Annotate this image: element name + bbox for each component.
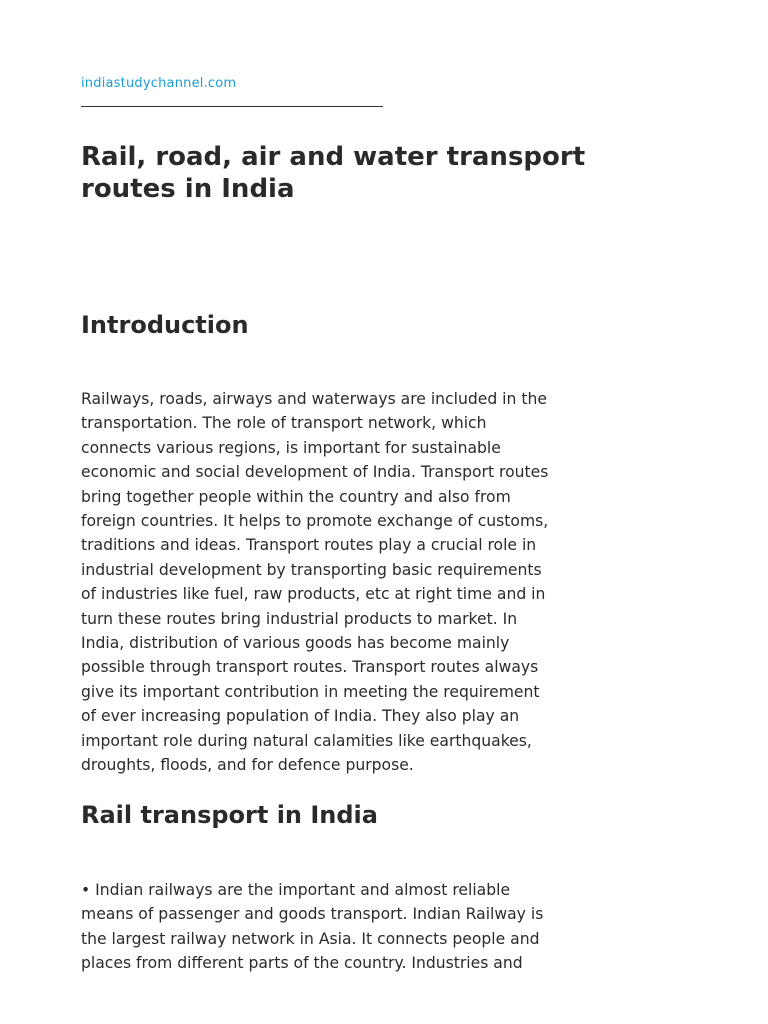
rail-transport-paragraph: [81, 878, 701, 976]
paragraph-line: industrial development by transporting basic requirements: [81, 560, 542, 579]
paragraph-line: turn these routes bring industrial products to market. In: [81, 609, 518, 628]
paragraph-line: of ever increasing population of India. They also play an: [81, 707, 520, 726]
paragraph-line: places from different parts of the country. Industries and: [81, 954, 523, 973]
page-title: [81, 141, 691, 205]
paragraph-line: • Indian railways are the important and almost reliable: [81, 881, 511, 899]
paragraph-line: traditions and ideas. Transport routes play a crucial role in: [81, 536, 537, 555]
title-line-1: Rail, road, air and water transport: [81, 142, 586, 172]
paragraph-line: the largest railway network in Asia. It connects people and: [81, 929, 540, 948]
paragraph-line: possible through transport routes. Transport routes always: [81, 658, 539, 677]
paragraph-line: droughts, floods, and for defence purpose.: [81, 756, 414, 775]
paragraph-line: economic and social development of India. Transport routes: [81, 463, 549, 482]
paragraph-line: India, distribution of various goods has become mainly: [81, 634, 510, 653]
paragraph-line: important role during natural calamities like earthquakes,: [81, 731, 532, 750]
title-line-2: routes in India: [81, 174, 295, 204]
paragraph-line: of industries like fuel, raw products, etc at right time and in: [81, 585, 546, 604]
paragraph-line: transportation. The role of transport network, which: [81, 414, 487, 433]
rail-transport-heading: Rail transport in India: [81, 801, 378, 829]
paragraph-line: foreign countries. It helps to promote exchange of customs,: [81, 512, 549, 531]
introduction-paragraph: [81, 387, 701, 778]
header-divider: [81, 106, 383, 107]
paragraph-line: give its important contribution in meeting the requirement: [81, 682, 540, 701]
paragraph-line: bring together people within the country and also from: [81, 487, 511, 506]
paragraph-line: means of passenger and goods transport. Indian Railway is: [81, 905, 544, 924]
paragraph-line: connects various regions, is important for sustainable: [81, 438, 501, 457]
site-link[interactable]: indiastudychannel.com: [81, 76, 237, 91]
introduction-heading: Introduction: [81, 311, 249, 339]
paragraph-line: Railways, roads, airways and waterways are included in the: [81, 390, 547, 408]
